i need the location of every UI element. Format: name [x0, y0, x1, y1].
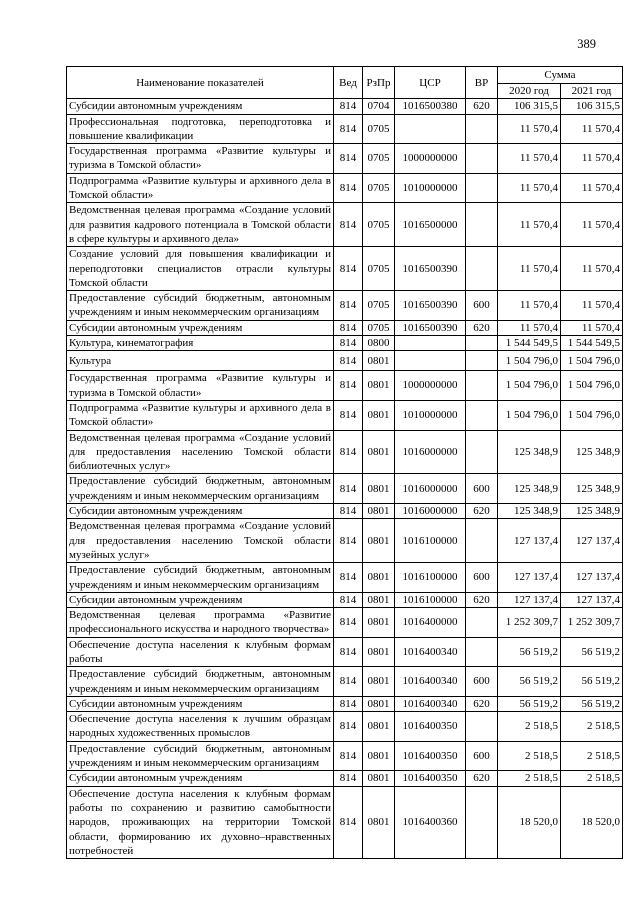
row-vr — [466, 608, 498, 638]
row-vr — [466, 351, 498, 371]
row-csr: 1016400000 — [395, 608, 466, 638]
table-row — [67, 771, 623, 786]
row-sum-2021: 1 504 796,0 — [561, 400, 623, 430]
table-row — [67, 400, 623, 430]
row-sum-2021: 11 570,4 — [561, 114, 623, 144]
row-name: Государственная программа «Развитие культуры и туризма в Томской области» — [67, 144, 334, 174]
row-name: Подпрограмма «Развитие культуры и архивного дела в Томской области» — [67, 400, 334, 430]
row-sum-2020: 2 518,5 — [498, 771, 561, 786]
header-sum: Сумма — [498, 67, 623, 84]
table-row — [67, 320, 623, 335]
row-sum-2020: 11 570,4 — [498, 291, 561, 321]
row-vr: 600 — [466, 667, 498, 697]
row-ved: 814 — [334, 504, 363, 519]
row-rzpr: 0705 — [363, 291, 395, 321]
table-row — [67, 371, 623, 401]
table-row — [67, 519, 623, 563]
row-ved: 814 — [334, 563, 363, 593]
row-csr: 1016100000 — [395, 519, 466, 563]
row-sum-2021: 56 519,2 — [561, 696, 623, 711]
row-csr — [395, 351, 466, 371]
row-sum-2020: 56 519,2 — [498, 637, 561, 667]
row-sum-2020: 11 570,4 — [498, 114, 561, 144]
row-rzpr: 0801 — [363, 400, 395, 430]
row-ved: 814 — [334, 336, 363, 351]
row-vr — [466, 173, 498, 203]
row-ved: 814 — [334, 99, 363, 114]
row-csr: 1016100000 — [395, 563, 466, 593]
row-csr: 1016000000 — [395, 474, 466, 504]
row-ved: 814 — [334, 519, 363, 563]
row-name: Культура — [67, 351, 334, 371]
row-name: Обеспечение доступа населения к клубным формам работы — [67, 637, 334, 667]
row-csr: 1016500390 — [395, 291, 466, 321]
row-ved: 814 — [334, 786, 363, 858]
row-csr — [395, 114, 466, 144]
row-ved: 814 — [334, 741, 363, 771]
row-ved: 814 — [334, 114, 363, 144]
row-ved: 814 — [334, 320, 363, 335]
row-vr — [466, 203, 498, 247]
row-sum-2021: 127 137,4 — [561, 563, 623, 593]
row-name: Государственная программа «Развитие культуры и туризма в Томской области» — [67, 371, 334, 401]
row-name: Предоставление субсидий бюджетным, автономным учреждениям и иным некоммерческим организациям — [67, 291, 334, 321]
row-name: Ведомственная целевая программа «Создание условий для предоставления населению Томской области музейных услуг» — [67, 519, 334, 563]
row-sum-2021: 11 570,4 — [561, 173, 623, 203]
row-rzpr: 0705 — [363, 173, 395, 203]
header-csr: ЦСР — [395, 67, 466, 99]
row-sum-2020: 1 504 796,0 — [498, 351, 561, 371]
row-vr — [466, 247, 498, 291]
row-sum-2020: 18 520,0 — [498, 786, 561, 858]
row-name: Субсидии автономным учреждениям — [67, 320, 334, 335]
row-csr: 1016000000 — [395, 430, 466, 474]
row-rzpr: 0801 — [363, 712, 395, 742]
row-csr: 1016000000 — [395, 504, 466, 519]
row-sum-2020: 11 570,4 — [498, 173, 561, 203]
row-sum-2021: 11 570,4 — [561, 203, 623, 247]
row-ved: 814 — [334, 592, 363, 607]
row-vr: 600 — [466, 741, 498, 771]
row-name: Предоставление субсидий бюджетным, автономным учреждениям и иным некоммерческим организациям — [67, 474, 334, 504]
table-row — [67, 173, 623, 203]
table-row — [67, 474, 623, 504]
row-vr — [466, 712, 498, 742]
row-rzpr: 0705 — [363, 114, 395, 144]
row-rzpr: 0801 — [363, 351, 395, 371]
row-name: Субсидии автономным учреждениям — [67, 592, 334, 607]
row-ved: 814 — [334, 667, 363, 697]
row-csr: 1000000000 — [395, 144, 466, 174]
row-vr: 600 — [466, 291, 498, 321]
header-rzpr: РзПр — [363, 67, 395, 99]
row-sum-2020: 2 518,5 — [498, 712, 561, 742]
row-csr: 1000000000 — [395, 371, 466, 401]
row-vr: 620 — [466, 696, 498, 711]
row-ved: 814 — [334, 608, 363, 638]
row-rzpr: 0705 — [363, 320, 395, 335]
table-row — [67, 592, 623, 607]
table-row — [67, 430, 623, 474]
table-row — [67, 667, 623, 697]
header-year-2021: 2021 год — [561, 84, 623, 99]
row-vr: 600 — [466, 474, 498, 504]
row-csr: 1016400340 — [395, 696, 466, 711]
row-sum-2020: 56 519,2 — [498, 696, 561, 711]
row-ved: 814 — [334, 771, 363, 786]
row-name: Предоставление субсидий бюджетным, автономным учреждениям и иным некоммерческим организациям — [67, 563, 334, 593]
row-sum-2020: 2 518,5 — [498, 741, 561, 771]
row-vr — [466, 371, 498, 401]
row-rzpr: 0801 — [363, 771, 395, 786]
row-sum-2021: 2 518,5 — [561, 771, 623, 786]
row-ved: 814 — [334, 173, 363, 203]
header-ved: Вед — [334, 67, 363, 99]
row-vr: 620 — [466, 99, 498, 114]
table-row — [67, 786, 623, 858]
row-sum-2020: 1 504 796,0 — [498, 371, 561, 401]
row-name: Предоставление субсидий бюджетным, автономным учреждениям и иным некоммерческим организациям — [67, 741, 334, 771]
row-vr — [466, 336, 498, 351]
row-csr: 1010000000 — [395, 173, 466, 203]
row-sum-2020: 125 348,9 — [498, 474, 561, 504]
row-rzpr: 0800 — [363, 336, 395, 351]
row-sum-2020: 56 519,2 — [498, 667, 561, 697]
row-rzpr: 0801 — [363, 608, 395, 638]
row-sum-2021: 11 570,4 — [561, 144, 623, 174]
row-ved: 814 — [334, 144, 363, 174]
row-rzpr: 0801 — [363, 371, 395, 401]
row-sum-2021: 11 570,4 — [561, 320, 623, 335]
table-row — [67, 336, 623, 351]
row-sum-2021: 2 518,5 — [561, 712, 623, 742]
row-sum-2021: 18 520,0 — [561, 786, 623, 858]
row-csr: 1016400340 — [395, 637, 466, 667]
row-vr — [466, 786, 498, 858]
header-year-2020: 2020 год — [498, 84, 561, 99]
table-row — [67, 144, 623, 174]
row-name: Субсидии автономным учреждениям — [67, 771, 334, 786]
row-name: Обеспечение доступа населения к клубным формам работы по сохранению и развитию самобытности народов, проживающих на территории Томской области, формированию их духовно–нравственных потребностей — [67, 786, 334, 858]
row-csr: 1016400350 — [395, 712, 466, 742]
row-name: Предоставление субсидий бюджетным, автономным учреждениям и иным некоммерческим организациям — [67, 667, 334, 697]
row-sum-2020: 125 348,9 — [498, 430, 561, 474]
row-name: Субсидии автономным учреждениям — [67, 504, 334, 519]
row-sum-2020: 1 544 549,5 — [498, 336, 561, 351]
row-sum-2020: 106 315,5 — [498, 99, 561, 114]
row-rzpr: 0801 — [363, 741, 395, 771]
row-name: Ведомственная целевая программа «Создание условий для развития кадрового потенциала в Томской области в сфере культуры и архивного дела» — [67, 203, 334, 247]
row-sum-2021: 106 315,5 — [561, 99, 623, 114]
row-sum-2020: 11 570,4 — [498, 247, 561, 291]
row-name: Ведомственная целевая программа «Создание условий для предоставления населению Томской области библиотечных услуг» — [67, 430, 334, 474]
row-name: Субсидии автономным учреждениям — [67, 99, 334, 114]
row-rzpr: 0705 — [363, 247, 395, 291]
row-csr: 1016500000 — [395, 203, 466, 247]
row-csr: 1016500390 — [395, 320, 466, 335]
table-row — [67, 203, 623, 247]
row-rzpr: 0801 — [363, 696, 395, 711]
row-sum-2021: 1 504 796,0 — [561, 371, 623, 401]
row-sum-2021: 2 518,5 — [561, 741, 623, 771]
row-sum-2021: 127 137,4 — [561, 592, 623, 607]
table-row — [67, 291, 623, 321]
row-sum-2021: 56 519,2 — [561, 637, 623, 667]
row-csr: 1016400340 — [395, 667, 466, 697]
row-ved: 814 — [334, 247, 363, 291]
table-row — [67, 696, 623, 711]
row-rzpr: 0801 — [363, 474, 395, 504]
row-rzpr: 0801 — [363, 637, 395, 667]
row-rzpr: 0801 — [363, 563, 395, 593]
row-sum-2021: 125 348,9 — [561, 430, 623, 474]
row-vr — [466, 430, 498, 474]
table-row — [67, 563, 623, 593]
row-ved: 814 — [334, 712, 363, 742]
row-ved: 814 — [334, 430, 363, 474]
row-sum-2021: 11 570,4 — [561, 247, 623, 291]
row-vr: 620 — [466, 504, 498, 519]
page-number: 389 — [577, 37, 596, 51]
row-vr — [466, 637, 498, 667]
row-name: Культура, кинематография — [67, 336, 334, 351]
table-row — [67, 114, 623, 144]
row-sum-2020: 125 348,9 — [498, 504, 561, 519]
table-row — [67, 99, 623, 114]
row-sum-2020: 1 504 796,0 — [498, 400, 561, 430]
row-ved: 814 — [334, 371, 363, 401]
row-sum-2021: 125 348,9 — [561, 474, 623, 504]
row-name: Ведомственная целевая программа «Развитие профессионального искусства и народного творчества» — [67, 608, 334, 638]
table-header-row — [67, 67, 623, 84]
row-ved: 814 — [334, 696, 363, 711]
row-sum-2021: 11 570,4 — [561, 291, 623, 321]
row-name: Создание условий для повышения квалификации и переподготовки специалистов отрасли культуры Томской области — [67, 247, 334, 291]
row-ved: 814 — [334, 203, 363, 247]
table-row — [67, 351, 623, 371]
budget-table — [66, 66, 623, 859]
row-name: Подпрограмма «Развитие культуры и архивного дела в Томской области» — [67, 173, 334, 203]
row-csr: 1016400360 — [395, 786, 466, 858]
row-sum-2021: 1 544 549,5 — [561, 336, 623, 351]
row-rzpr: 0801 — [363, 504, 395, 519]
row-sum-2020: 1 252 309,7 — [498, 608, 561, 638]
row-rzpr: 0801 — [363, 786, 395, 858]
table-row — [67, 741, 623, 771]
row-ved: 814 — [334, 351, 363, 371]
row-sum-2020: 11 570,4 — [498, 320, 561, 335]
row-vr — [466, 400, 498, 430]
row-sum-2020: 11 570,4 — [498, 144, 561, 174]
row-vr: 620 — [466, 320, 498, 335]
row-vr: 620 — [466, 592, 498, 607]
row-vr: 600 — [466, 563, 498, 593]
row-ved: 814 — [334, 637, 363, 667]
row-vr: 620 — [466, 771, 498, 786]
row-csr — [395, 336, 466, 351]
row-sum-2021: 56 519,2 — [561, 667, 623, 697]
header-vr: ВР — [466, 67, 498, 99]
row-rzpr: 0801 — [363, 519, 395, 563]
row-csr: 1016100000 — [395, 592, 466, 607]
row-vr — [466, 519, 498, 563]
row-sum-2021: 1 504 796,0 — [561, 351, 623, 371]
row-rzpr: 0705 — [363, 203, 395, 247]
row-sum-2020: 11 570,4 — [498, 203, 561, 247]
row-rzpr: 0705 — [363, 144, 395, 174]
row-ved: 814 — [334, 400, 363, 430]
row-name: Субсидии автономным учреждениям — [67, 696, 334, 711]
table-row — [67, 504, 623, 519]
table-row — [67, 247, 623, 291]
row-csr: 1016400350 — [395, 771, 466, 786]
row-ved: 814 — [334, 474, 363, 504]
table-row — [67, 712, 623, 742]
row-rzpr: 0801 — [363, 592, 395, 607]
row-sum-2021: 127 137,4 — [561, 519, 623, 563]
row-csr: 1016400350 — [395, 741, 466, 771]
row-sum-2020: 127 137,4 — [498, 592, 561, 607]
row-sum-2021: 125 348,9 — [561, 504, 623, 519]
row-name: Обеспечение доступа населения к лучшим образцам народных художественных промыслов — [67, 712, 334, 742]
row-rzpr: 0801 — [363, 430, 395, 474]
row-csr: 1016500380 — [395, 99, 466, 114]
row-rzpr: 0801 — [363, 667, 395, 697]
header-name: Наименование показателей — [67, 67, 334, 99]
row-sum-2021: 1 252 309,7 — [561, 608, 623, 638]
row-csr: 1016500390 — [395, 247, 466, 291]
row-ved: 814 — [334, 291, 363, 321]
table-row — [67, 637, 623, 667]
row-csr: 1010000000 — [395, 400, 466, 430]
row-sum-2020: 127 137,4 — [498, 519, 561, 563]
row-rzpr: 0704 — [363, 99, 395, 114]
row-sum-2020: 127 137,4 — [498, 563, 561, 593]
row-name: Профессиональная подготовка, переподготовка и повышение квалификации — [67, 114, 334, 144]
row-vr — [466, 114, 498, 144]
row-vr — [466, 144, 498, 174]
table-row — [67, 608, 623, 638]
